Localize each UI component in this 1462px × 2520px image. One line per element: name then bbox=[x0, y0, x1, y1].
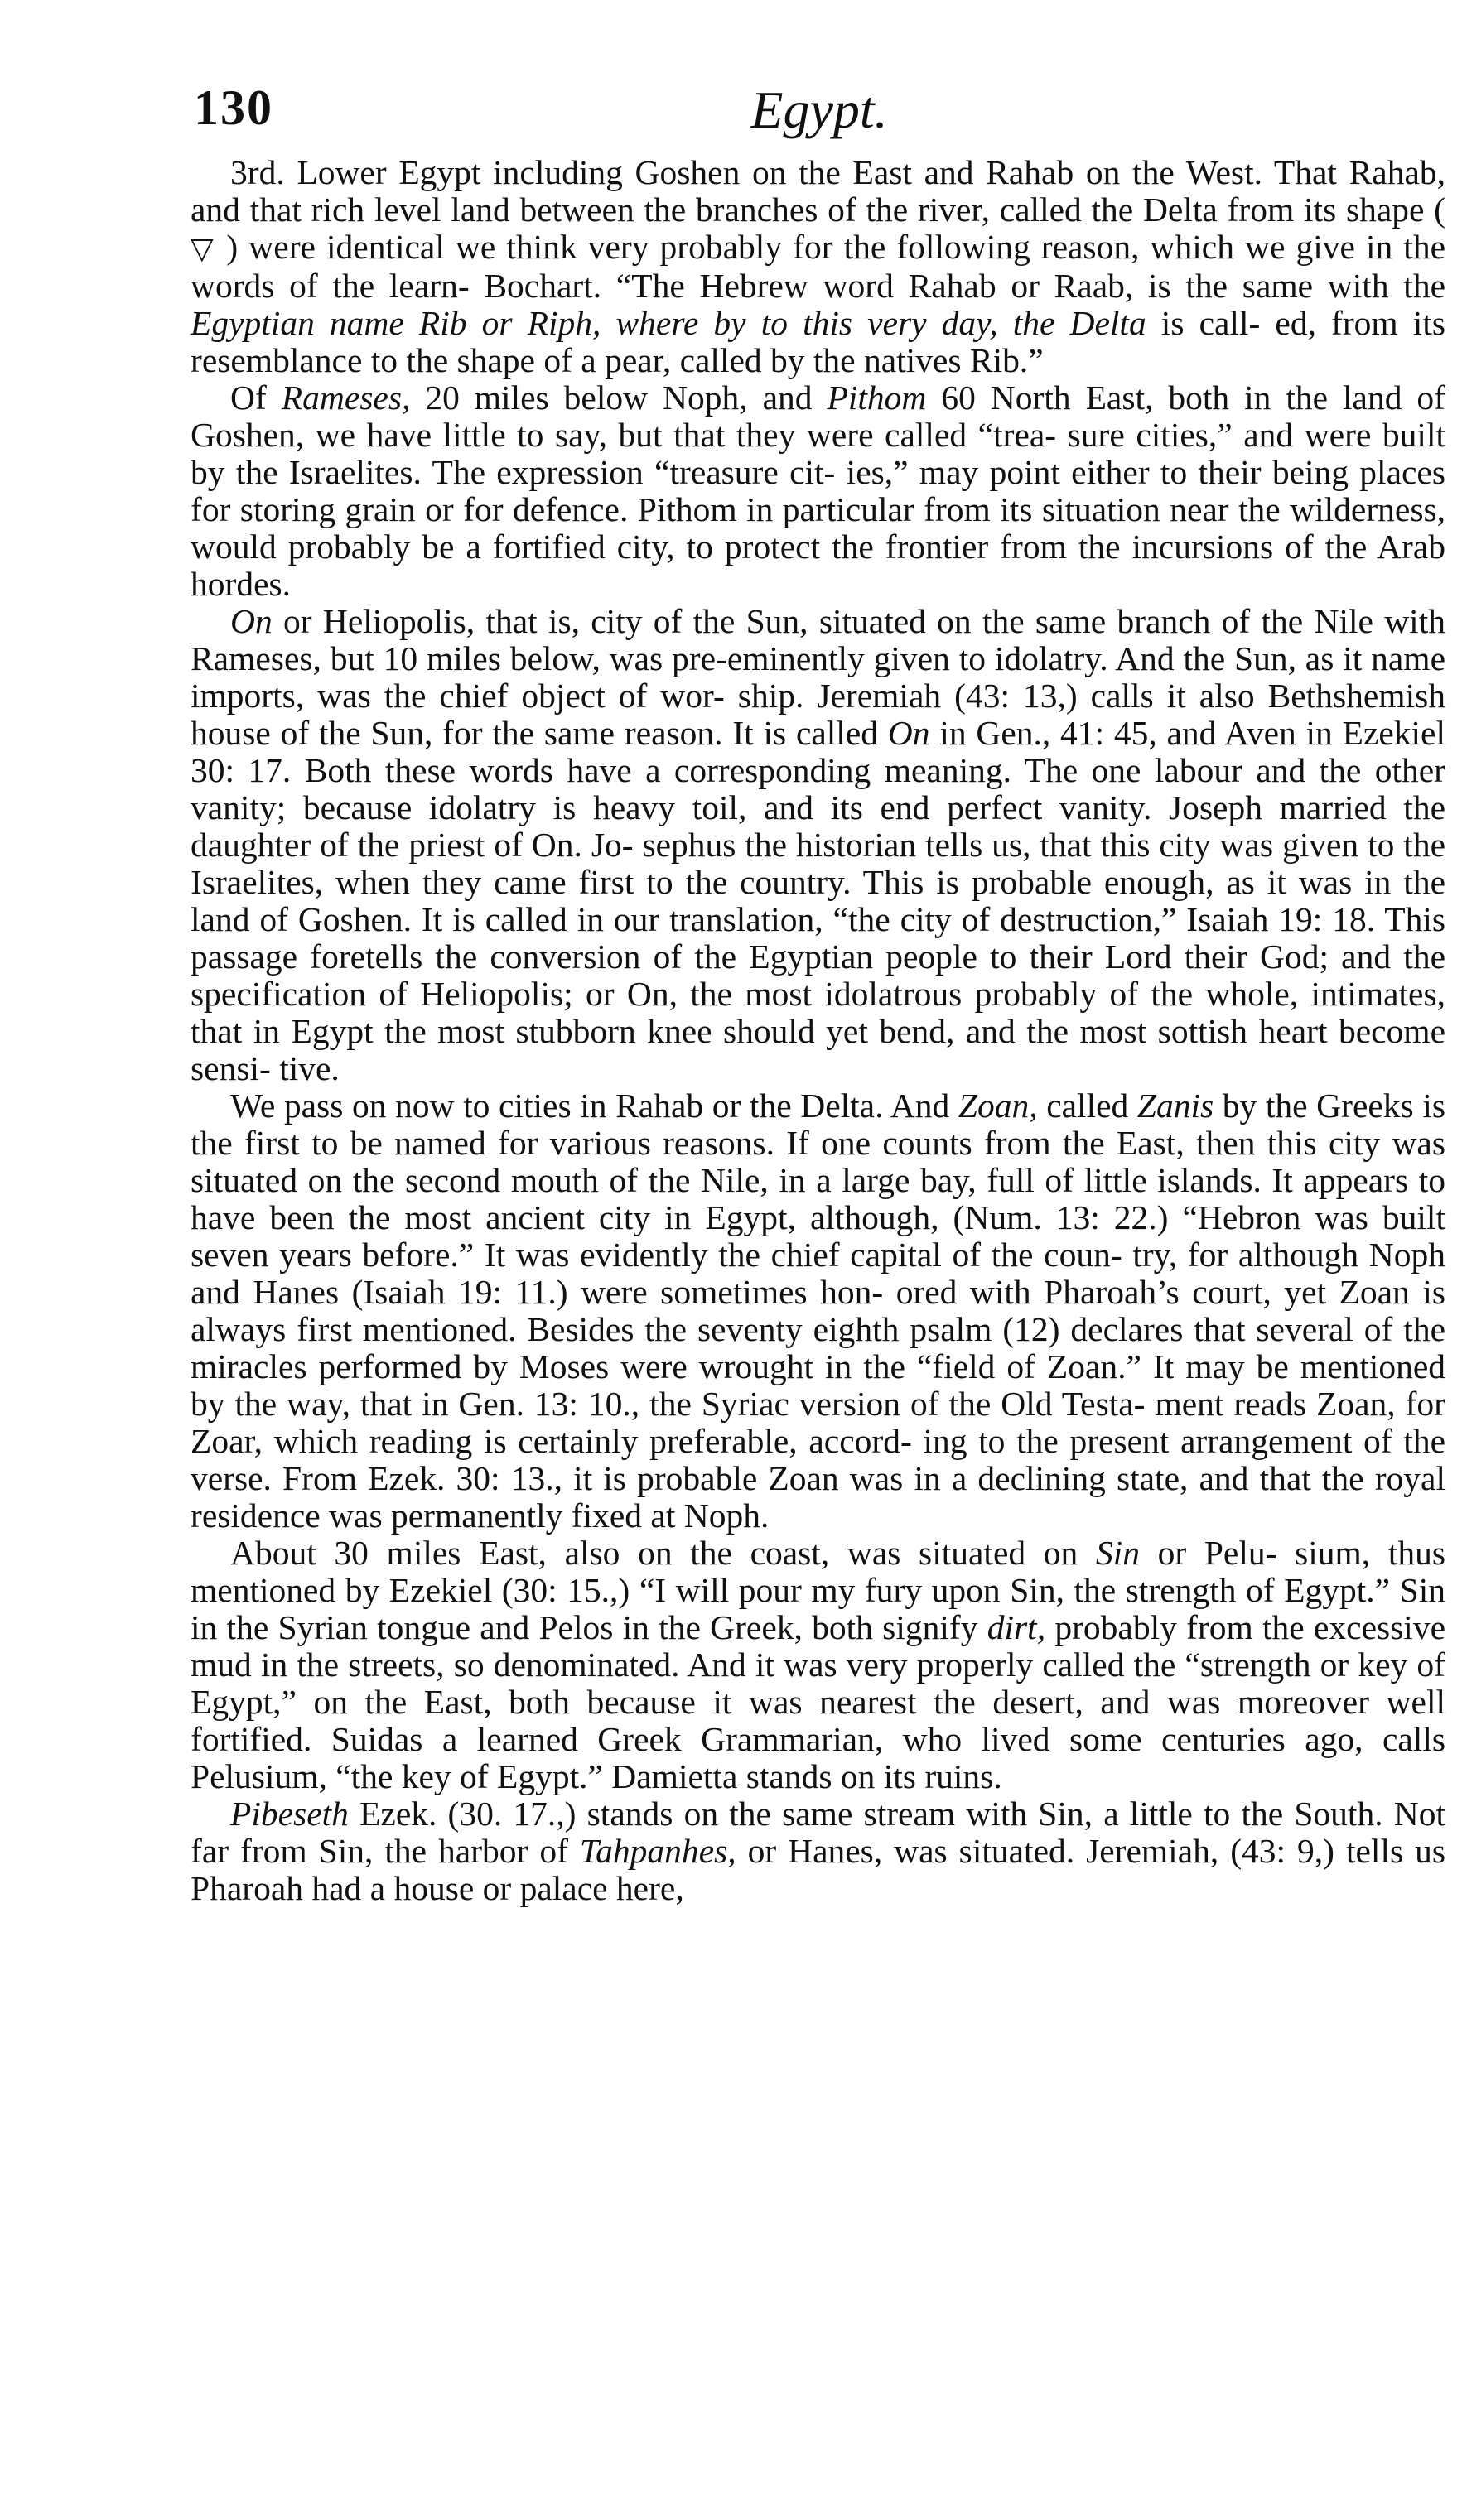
italic-text: dirt, bbox=[987, 1608, 1046, 1646]
italic-text: Pithom bbox=[827, 378, 927, 417]
italic-text: Zoan, bbox=[958, 1087, 1038, 1125]
paragraph-6 bbox=[191, 1795, 1445, 1907]
italic-text: On bbox=[230, 602, 273, 640]
page-header bbox=[194, 80, 1445, 146]
text-run: Ezek. (30. 17.,) stands on the same stream with Sin, a little to the South. Not far from Sin, the harbor of bbox=[191, 1795, 1445, 1870]
paragraph-4 bbox=[191, 1087, 1445, 1535]
text-run: in Gen., 41: 45, and Aven in Ezekiel 30: 17. Both these words have a corresponding meaning. The one labour and the other vanity; because idolatry is heavy toil, and its end perfect vanity. Joseph married the daughter of the priest of On. Jo- sephus the historian tells us, that this city was given to the Israelites, when they came first to the country. This is probable enough, as it was in the land of Goshen. It is called in our translation, “the city of destruction,” Isaiah 19: 18. This passage foretells the conversion of the Egyptian people to their Lord their God; and the specification of Heliopolis; or On, the most idolatrous probably of the whole, intimates, that in Egypt the most stubborn knee should yet bend, and the most sottish heart become sensi- tive. bbox=[191, 714, 1446, 1087]
delta-triangle-symbol: ▽ bbox=[191, 232, 216, 266]
text-run: About 30 miles East, also on the coast, was situated on bbox=[230, 1534, 1096, 1572]
text-run: or Pelu- sium, thus mentioned by Ezekiel (30: 15.,) “I will pour my fury upon Sin, the strength of Egypt.” Sin in the Syrian tongue and Pelos in the Greek, both signify bbox=[191, 1534, 1445, 1646]
text-run: 60 North East, both in the land of Goshen, we have little to say, but that they were called “trea- sure cities,” and were built by the Israelites. The expression “treasure cit- ies,” may point either to their being places for storing grain or for defence. Pithom in particular from its situation near the wilderness, would probably be a fortified city, to protect the frontier from the incursions of the Arab hordes. bbox=[191, 378, 1445, 603]
text-run: Of bbox=[230, 378, 282, 417]
text-run: probably from the excessive mud in the streets, so denominated. And it was very properly called the “strength or key of Egypt,” on the East, both because it was nearest the desert, and was moreover well fortified. Suidas a learned Greek Grammarian, who lived some centuries ago, calls Pelusium, “the key of Egypt.” Damietta stands on its ruins. bbox=[191, 1608, 1445, 1795]
italic-text: Egyptian name Rib or Riph, where by to this very day, the Delta bbox=[191, 304, 1146, 342]
text-run: is call- ed, from its resemblance to the shape of a pear, called by the natives Rib.” bbox=[191, 304, 1446, 379]
paragraph-5 bbox=[191, 1535, 1445, 1795]
text-run: called bbox=[1037, 1087, 1137, 1125]
text-run: We pass on now to cities in Rahab or the Delta. And bbox=[230, 1087, 958, 1125]
text-run: by the Greeks is the first to be named for various reasons. If one counts from the East, then this city was situated on the second mouth of the Nile, in a large bay, full of little islands. It appears to have been the most ancient city in Egypt, although, (Num. 13: 22.) “Hebron was built seven years before.” It was evidently the chief capital of the coun- try, for although Noph and Hanes (Isaiah 19: 11.) were sometimes hon- ored with Pharoah’s court, yet Zoan is always first mentioned. Besides the seventy eighth psalm (12) declares that several of the miracles performed by Moses were wrought in the “field of Zoan.” It may be mentioned by the way, that in Gen. 13: 10., the Syriac version of the Old Testa- ment reads Zoan, for Zoar, which reading is certainly preferable, accord- ing to the present arrangement of the verse. From Ezek. 30: 13., it is probable Zoan was in a declining state, and that the royal residence was permanently fixed at Noph. bbox=[191, 1087, 1445, 1535]
paragraph-2 bbox=[191, 379, 1445, 603]
italic-text: Pibeseth bbox=[230, 1795, 349, 1833]
text-run: ) were identical we think very probably for the following reason, which we give in the words of the learn- Bochart. “The Hebrew word Rahab or Raab, is the same with the bbox=[191, 228, 1445, 305]
italic-text: Zanis bbox=[1136, 1087, 1214, 1125]
italic-text: Sin bbox=[1095, 1534, 1140, 1572]
italic-text: Tahpanhes, bbox=[579, 1832, 736, 1870]
text-run: 20 miles below Noph, and bbox=[410, 378, 828, 417]
running-title: Egypt. bbox=[750, 80, 888, 139]
page-number: 130 bbox=[194, 80, 273, 135]
paragraph-1 bbox=[191, 154, 1445, 379]
italic-text: Rameses, bbox=[281, 378, 411, 417]
text-run: or Hanes, was situated. Jeremiah, (43: 9,) tells us Pharoah had a house or palace here, bbox=[191, 1832, 1445, 1907]
italic-text: On bbox=[887, 714, 930, 752]
text-run: or Heliopolis, that is, city of the Sun, situated on the same branch of the Nile with Rameses, but 10 miles below, was pre-eminently given to idolatry. And the Sun, as it name imports, was the chief object of wor- ship. Jeremiah (43: 13,) calls it also Bethshemish house of the Sun, for the same reason. It is called bbox=[191, 602, 1445, 752]
body-text bbox=[191, 154, 1445, 1907]
text-run: 3rd. Lower Egypt including Goshen on the East and Rahab on the West. That Rahab, and that rich level land between the branches of the river, called the Delta from its shape ( bbox=[191, 153, 1445, 229]
paragraph-3 bbox=[191, 603, 1445, 1087]
